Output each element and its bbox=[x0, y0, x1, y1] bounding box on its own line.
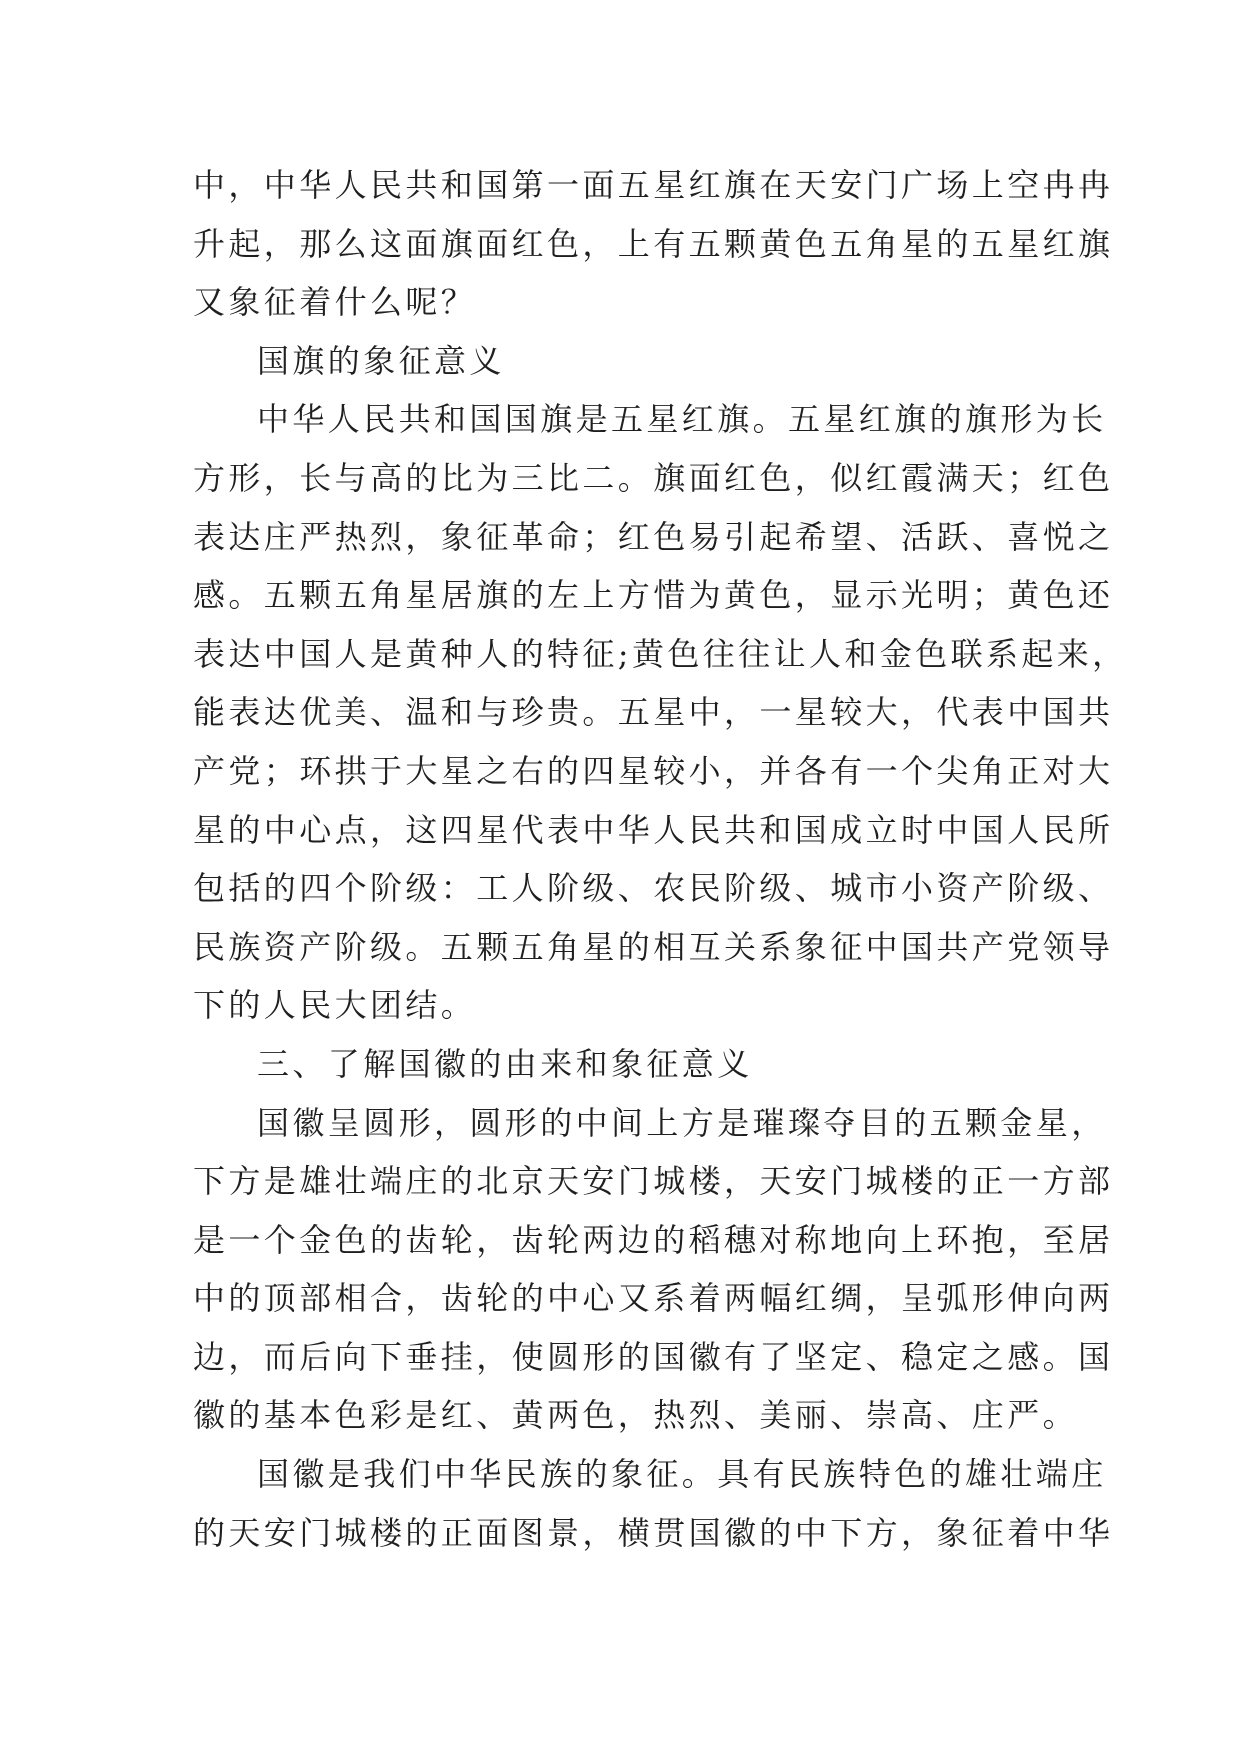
text-line: 国徽是我们中华民族的象征。具有民族特色的雄壮端庄 bbox=[257, 1455, 1107, 1494]
text-line: 表达庄严热烈，象征革命；红色易引起希望、活跃、喜悦之 bbox=[193, 517, 1114, 556]
text-line: 徽的基本色彩是红、黄两色，热烈、美丽、崇高、庄严。 bbox=[193, 1396, 1079, 1435]
text-line: 升起，那么这面旗面红色，上有五颗黄色五角星的五星红旗 bbox=[193, 224, 1114, 263]
text-line: 边，而后向下垂挂，使圆形的国徽有了坚定、稳定之感。国 bbox=[193, 1337, 1114, 1376]
text-line: 的天安门城楼的正面图景，横贯国徽的中下方，象征着中华 bbox=[193, 1513, 1114, 1552]
text-line: 表达中国人是黄种人的特征;黄色往往让人和金色联系起来， bbox=[193, 634, 1128, 673]
body-text bbox=[193, 156, 1128, 1562]
text-line: 中的顶部相合，齿轮的中心又系着两幅红绸，呈弧形伸向两 bbox=[193, 1279, 1114, 1318]
text-line: 包括的四个阶级：工人阶级、农民阶级、城市小资产阶级、 bbox=[193, 869, 1114, 908]
text-line: 民族资产阶级。五颗五角星的相互关系象征中国共产党领导 bbox=[193, 927, 1114, 966]
text-line: 中华人民共和国国旗是五星红旗。五星红旗的旗形为长 bbox=[257, 400, 1107, 439]
text-line: 国徽呈圆形，圆形的中间上方是璀璨夺目的五颗金星， bbox=[257, 1103, 1107, 1142]
text-line: 中，中华人民共和国第一面五星红旗在天安门广场上空冉冉 bbox=[193, 166, 1114, 204]
text-line: 三、了解国徽的由来和象征意义 bbox=[257, 1044, 753, 1083]
text-line: 能表达优美、温和与珍贵。五星中，一星较大，代表中国共 bbox=[193, 693, 1114, 732]
text-line: 下方是雄壮端庄的北京天安门城楼，天安门城楼的正一方部 bbox=[193, 1162, 1114, 1201]
text-line: 国旗的象征意义 bbox=[257, 341, 505, 380]
text-line: 星的中心点，这四星代表中华人民共和国成立时中国人民所 bbox=[193, 810, 1114, 849]
text-line: 方形，长与高的比为三比二。旗面红色，似红霞满天；红色 bbox=[193, 458, 1114, 497]
text-line: 下的人民大团结。 bbox=[193, 986, 477, 1025]
text-line: 又象征着什么呢？ bbox=[193, 283, 477, 322]
text-line: 产党；环拱于大星之右的四星较小，并各有一个尖角正对大 bbox=[193, 751, 1114, 790]
text-line: 是一个金色的齿轮，齿轮两边的稻穗对称地向上环抱，至居 bbox=[193, 1220, 1114, 1259]
text-line: 感。五颗五角星居旗的左上方惜为黄色，显示光明；黄色还 bbox=[193, 576, 1114, 615]
